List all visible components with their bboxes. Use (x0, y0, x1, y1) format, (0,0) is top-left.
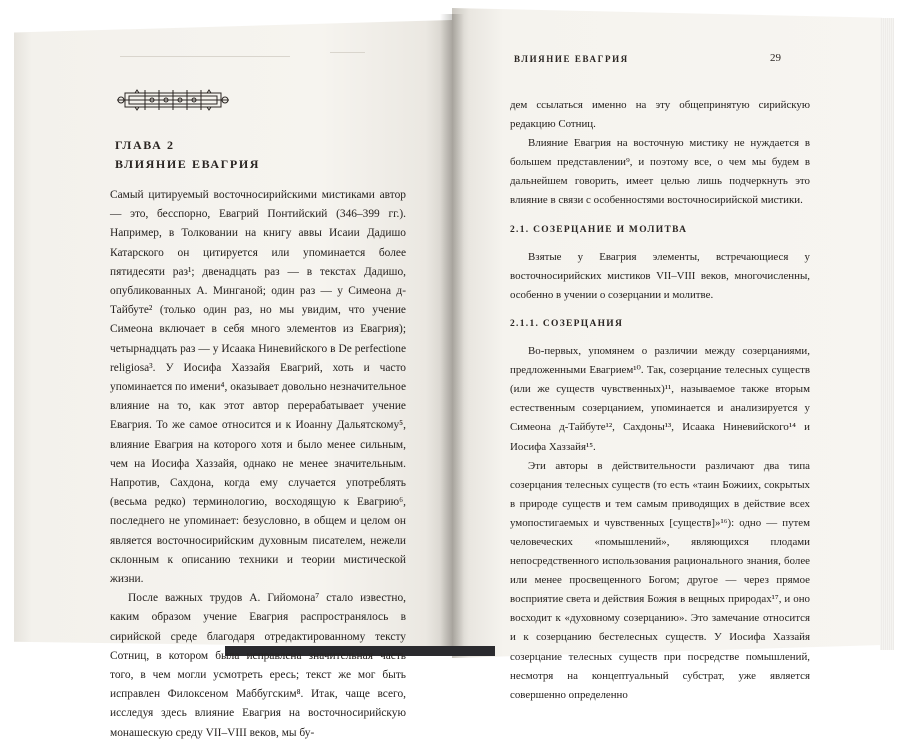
subsection-heading: 2.1.1. СОЗЕРЦАНИЯ (510, 318, 624, 329)
page-number: 29 (770, 52, 781, 64)
paragraph: После важных трудов А. Гийомона⁷ стало известно, каким образом учение Евагрия распространялось в сирийской среде благодаря отредактированному тексту Сотниц, в котором была исправлена значительная часть того, в чем могли усмотреть ересь; текст же мог быть исправлен Филоксеном Маббугским⁸. Итак, чаще всего, исследуя здесь влияние Евагрия на восточносирийскую монашескую среду VII–VIII веков, мы бу- (110, 592, 406, 739)
paragraph: Взятые у Евагрия элементы, встречающиеся у восточносирийских мистиков VII–VIII веков, многочисленны, особенно в учении о созерцании и молитве. (510, 250, 810, 301)
paragraph: дем ссылаться именно на эту общепринятую сирийскую редакцию Сотниц. (510, 99, 810, 131)
chapter-title: ВЛИЯНИЕ ЕВАГРИЯ (115, 157, 261, 171)
left-body-text (110, 186, 406, 743)
paragraph: Самый цитируемый восточносирийскими мистиками автор — это, бесспорно, Евагрий Понтийский (346–399 гг.). Например, в Толковании на книгу аввы Исаии Дадишо Катарского он цитируется или упоминается более пятидесяти раз¹; двенадцать раз — в текстах Дадишо, опубликованных А. Минганой; один раз — у Симеона д-Тайбуте² (только один раз, но мы увидим, что учение Симеона включает в себя много элементов из Евагрия); четырнадцать раз — у Исаака Ниневийского в De perfectione religiosa³. У Иосифа Хаззайя Евагрий, хоть и часто упоминается по имени⁴, оказывает довольно незначительное влияние на то, как этот автор перерабатывает учение Евагрия. То же самое относится и к Иоанну Дальятскому⁵, влияние Евагрия на которого хотя и было менее сильным, чем на Иосифа Хаззайя, однако не менее значительным. Напротив, Сахдона, когда ему случается употреблять (весьма редко) терминологию, восходящую к Евагрию⁶, последнего не упоминает: безусловно, в общем и целом он является восточносирийским духовным писателем, нежели склонным к описанию техники и теории мистической жизни. (110, 189, 406, 586)
chapter-label: ГЛАВА 2 (115, 138, 175, 152)
page-block-edge (880, 18, 894, 650)
spine-shadow (440, 14, 464, 654)
show-through-text (330, 52, 365, 53)
running-head: ВЛИЯНИЕ ЕВАГРИЯ (514, 54, 629, 64)
section-heading: 2.1. СОЗЕРЦАНИЕ И МОЛИТВА (510, 224, 688, 235)
right-body-text (510, 96, 810, 705)
paragraph: Влияние Евагрия на восточную мистику не нуждается в большем представлении⁹, и поэтому все, о чем мы будем в дальнейшем говорить, имеет целью лишь подчеркнуть это влияние в связи с особенностями восточносирийской мистики. (510, 137, 810, 207)
paragraph: Эти авторы в действительности различают два типа созерцания телесных существ (то есть «таин Божиих, сокрытых в природе существ и тем самым приводящих в действие всех умопостигаемых и чувственных [существ]»¹⁶): одно — путем человеческих «помышлений», являющихся плодами непосредственного использования рационального знания, более или менее просвещенного Богом; другое — через прямое восприятие света и действия Божия в вещных природах¹⁷, и оно восходит к «духовному созерцанию». Это замечание относится и к созерцанию бестелесных существ. У Иосифа Хаззайя созерцание телесных существ при посредстве помышлений, несмотря на концептуальный субстрат, уже является совершенно определенно (510, 459, 810, 701)
paragraph: Во-первых, упомянем о различии между созерцаниями, предложенными Евагрием¹⁰. Так, созерцание телесных существ (или же существ чувственных)¹¹, называемое также вторым естественным созерцанием, упоминается и анализируется у Симеона д-Тайбуте¹², Сахдоны¹³, Исаака Ниневийского¹⁴ и Иосифа Хаззайя¹⁵. (510, 345, 810, 453)
show-through-text (120, 56, 290, 57)
ornament-icon (115, 87, 231, 113)
